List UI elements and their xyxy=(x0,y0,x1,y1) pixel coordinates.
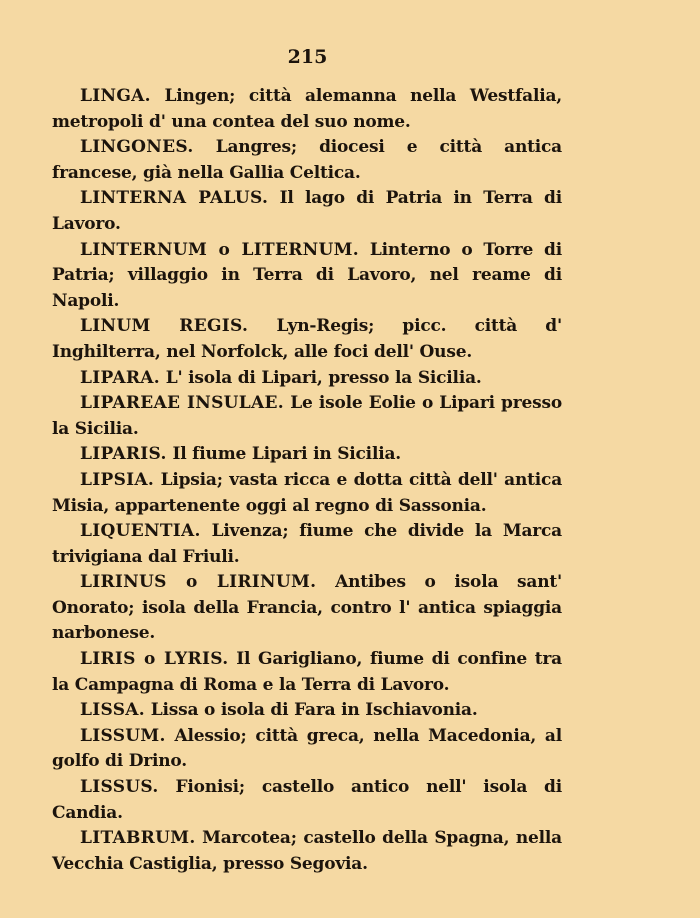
entry-headword: LIRINUS o LIRINUM. xyxy=(80,572,317,593)
entry-text: Lissa o isola di Fara in Ischiavonia. xyxy=(150,700,478,721)
entry-text: Il fiume Lipari in Sicilia. xyxy=(172,444,401,465)
entry xyxy=(52,442,562,468)
entry-text: Il lago di Patria in Terra di Lavoro. xyxy=(52,188,562,234)
entry xyxy=(52,468,562,519)
entry-text: Lingen; città alemanna nella Westfalia, metropoli d' una contea del suo nome. xyxy=(52,86,562,132)
entry xyxy=(52,84,562,135)
entry xyxy=(52,826,562,877)
entry-headword: LIQUENTIA. xyxy=(80,521,201,542)
entry-text: Lipsia; vasta ricca e dotta città dell' antica Misia, appartenente oggi al regno di Sassonia. xyxy=(52,469,563,516)
entry-text: Antibes o isola sant' Onorato; isola della Francia, contro l' antica spiaggia narbonese. xyxy=(52,572,563,644)
entry-text: Lyn-Regis; picc. città d' Inghilterra, nel Norfolck, alle foci dell' Ouse. xyxy=(52,316,562,362)
entry-text: L' isola di Lipari, presso la Sicilia. xyxy=(165,367,482,388)
entry-text: Langres; diocesi e città antica francese, già nella Gallia Celtica. xyxy=(52,137,563,183)
entry xyxy=(52,366,562,392)
entry xyxy=(52,570,562,647)
entry-text: Marcotea; castello della Spagna, nella Vecchia Castiglia, presso Segovia. xyxy=(52,828,562,874)
entry-text: Alessio; città greca, nella Macedonia, al golfo di Drino. xyxy=(52,725,562,772)
page-number: 215 xyxy=(287,46,328,68)
entry-text: Il Garigliano, fiume di confine tra la Campagna di Roma e la Terra di Lavoro. xyxy=(52,649,562,695)
entry-headword: LISSA. xyxy=(80,700,145,721)
entry xyxy=(52,135,562,186)
entry-headword: LISSUS. xyxy=(80,777,159,798)
entry-headword: LINTERNA PALUS. xyxy=(80,188,269,209)
entry-headword: LIPARA. xyxy=(80,367,160,388)
entry-headword: LITABRUM. xyxy=(80,828,196,849)
entry-text: Linterno o Torre di Patria; villaggio in Terra di Lavoro, nel reame di Napoli. xyxy=(52,239,562,311)
entry-text: Fionisi; castello antico nell' isola di Candia. xyxy=(52,777,563,823)
entry xyxy=(52,314,562,365)
entry-text: Le isole Eolie o Lipari presso la Sicilia. xyxy=(52,393,562,439)
entry-headword: LISSUM. xyxy=(80,725,166,746)
entry xyxy=(52,186,562,237)
entry-headword: LIRIS o LYRIS. xyxy=(80,649,229,670)
entry-headword: LINUM REGIS. xyxy=(80,316,249,337)
entry-headword: LIPARIS. xyxy=(80,444,167,465)
entry xyxy=(52,238,562,315)
gazetteer-entries xyxy=(52,84,562,877)
entry xyxy=(52,647,562,698)
entry xyxy=(52,391,562,442)
entry xyxy=(52,724,562,775)
entry-headword: LIPSIA. xyxy=(80,469,155,490)
entry xyxy=(52,519,562,570)
entry-text: Livenza; fiume che divide la Marca trivigiana dal Friuli. xyxy=(52,521,562,567)
entry-headword: LINGA. xyxy=(80,86,151,106)
entry xyxy=(52,698,562,724)
entry-headword: LIPAREAE INSULAE. xyxy=(80,393,285,414)
entry-headword: LINGONES. xyxy=(80,137,194,158)
entry xyxy=(52,775,562,826)
entry-headword: LINTERNUM o LITERNUM. xyxy=(80,239,359,260)
